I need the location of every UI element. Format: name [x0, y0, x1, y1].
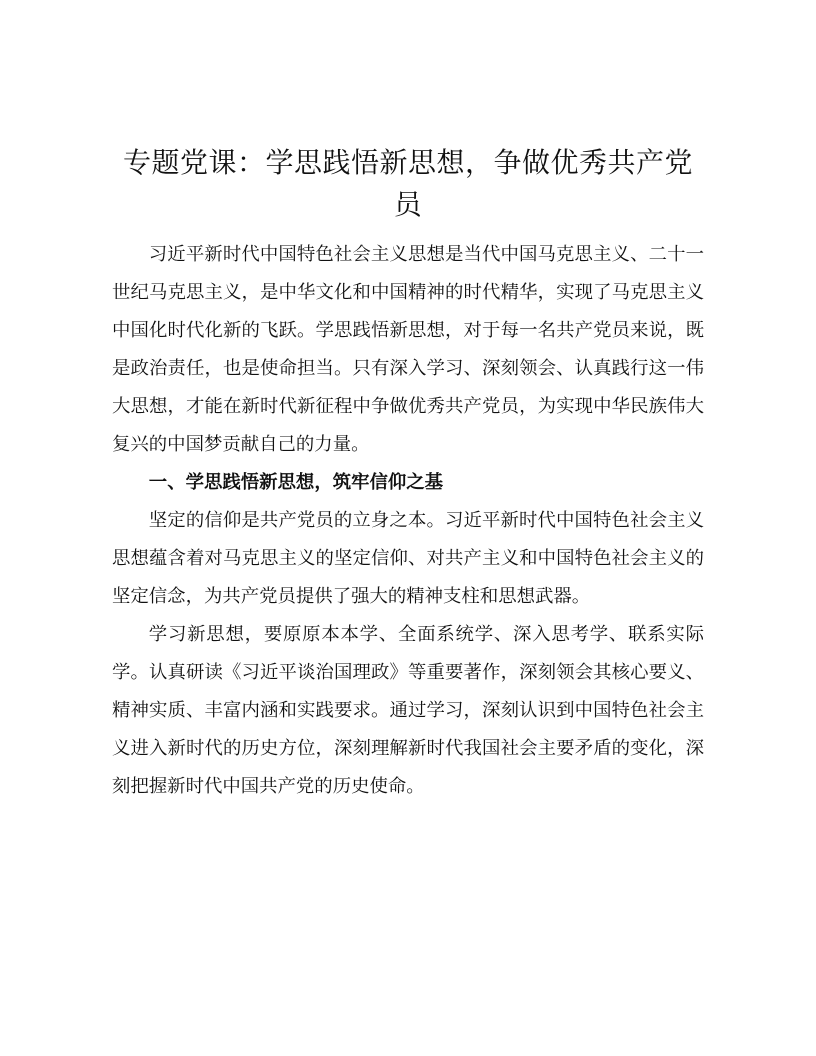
document-title: 专题党课：学思践悟新思想，争做优秀共产党员 [122, 146, 693, 221]
section-heading: 一、学思践悟新思想，筑牢信仰之基 [148, 472, 444, 493]
intro-paragraph: 习近平新时代中国特色社会主义思想是当代中国马克思主义、二十一世纪马克思主义，是中华文化和中国精神的时代精华，实现了马克思主义中国化时代化新的飞跃。学思践悟新思想，对于每一名共产党员来说，既是政治责任，也是使命担当。只有深入学习、深刻领会、认真践行这一伟大思想，才能在新时代新征程中争做优秀共产党员，为实现中华民族伟大复兴的中国梦贡献自己的力量。 [112, 244, 704, 455]
document-body [112, 142, 704, 806]
section-paragraph: 坚定的信仰是共产党员的立身之本。习近平新时代中国特色社会主义思想蕴含着对马克思主义的坚定信仰、对共产主义和中国特色社会主义的坚定信念，为共产党员提供了强大的精神支柱和思想武器。 [112, 510, 704, 607]
section-paragraph: 学习新思想，要原原本本学、全面系统学、深入思考学、联系实际学。认真研读《习近平谈治国理政》等重要著作，深刻领会其核心要义、精神实质、丰富内涵和实践要求。通过学习，深刻认识到中国特色社会主义进入新时代的历史方位，深刻理解新时代我国社会主要矛盾的变化，深刻把握新时代中国共产党的历史使命。 [112, 624, 704, 797]
